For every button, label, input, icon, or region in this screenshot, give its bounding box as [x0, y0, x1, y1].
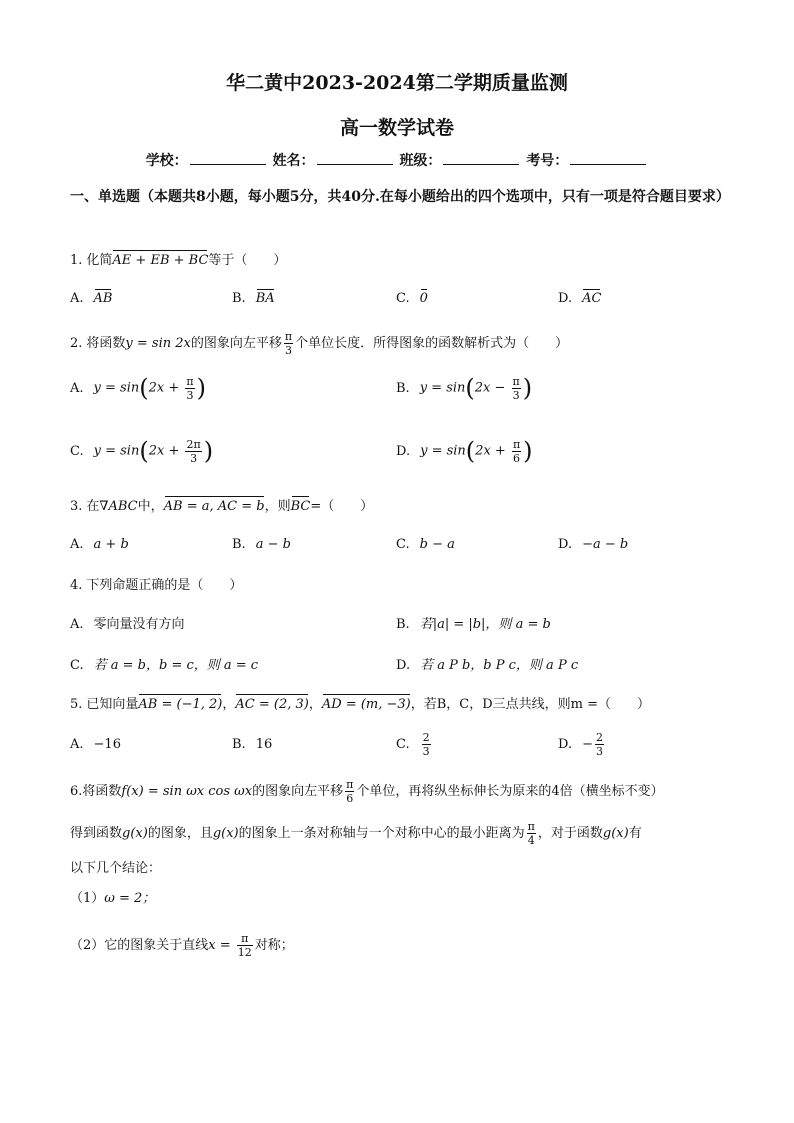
- question-4: 4. 下列命题正确的是（ ）: [70, 578, 243, 593]
- q3-option-c: C. b − a: [396, 537, 455, 552]
- question-6-conclusion-2: （2）它的图象关于直线x = $\frac{\pi}{12}$ 对称；: [70, 932, 294, 959]
- question-2-options-row1: [70, 374, 730, 402]
- class-label: 班级：: [399, 153, 442, 169]
- q2-option-d: D. y = sin(2x + $\frac{\pi}{6}$ ): [396, 437, 533, 465]
- section-heading: 一、单选题（本题共8小题，每小题5分，共40分.在每小题给出的四个选项中，只有一项是符合题目要求）: [70, 189, 730, 205]
- class-blank: [443, 152, 519, 165]
- question-6-line1: 6.将函数f(x) = sin ωx cos ωx的图象向左平移 $\frac{\pi}{6}$ 个单位，再将纵坐标伸长为原来的4倍（横坐标不变）: [70, 778, 664, 805]
- q2-function: y = sin 2x: [125, 336, 191, 351]
- q5-option-d: D. − $\frac{2}{3}$: [558, 731, 603, 758]
- q5-option-c: C. $\frac{2}{3}$: [396, 731, 430, 758]
- q4-option-c: C. 若 a = b，b = c，则 a = c: [70, 658, 259, 673]
- question-4-options-row1: [70, 613, 730, 635]
- question-1-options: [70, 291, 730, 313]
- question-2-options-row2: [70, 437, 730, 465]
- q2-shift-fraction: $\frac{\pi}{3}$: [284, 330, 293, 357]
- q3-option-b: B. a − b: [232, 537, 291, 552]
- question-2: 2. 将函数y = sin 2x的图象向左平移 $\frac{\pi}{3}$ 个单位长度．所得图象的函数解析式为（ ）: [70, 330, 569, 357]
- q1-option-d: D. AC: [558, 291, 602, 306]
- school-label: 学校：: [145, 153, 188, 169]
- question-5: 5. 已知向量AB = (−1, 2)，AC = (2, 3)，AD = (m, −3)，若B，C，D三点共线，则m =（ ）: [70, 697, 651, 712]
- question-3: 3. 在∇ABC中，AB = a, AC = b，则BC=（ ）: [70, 499, 374, 514]
- q4-option-d: D. 若 a P b，b P c，则 a P c: [396, 658, 579, 673]
- question-6-conclusion-1: （1）ω = 2；: [70, 891, 156, 906]
- q4-option-a: A. 零向量没有方向: [70, 617, 185, 632]
- question-6-line3: 以下几个结论：: [70, 861, 162, 876]
- q2-option-c: C. y = sin(2x + $\frac{2\pi}{3}$ ): [70, 437, 214, 465]
- q1-option-b: B. BA: [232, 291, 275, 306]
- name-label: 姓名：: [272, 153, 315, 169]
- exam-title: 华二黄中2023-2024第二学期质量监测: [226, 72, 568, 94]
- q3-option-a: A. a + b: [70, 537, 129, 552]
- question-3-options: [70, 537, 730, 559]
- school-blank: [190, 152, 266, 165]
- q1-option-a: A. AB: [70, 291, 113, 306]
- q5-option-b: B. 16: [232, 737, 273, 752]
- question-1: 1. 化简AE + EB + BC等于（ ）: [70, 253, 287, 268]
- exam-no-label: 考号：: [526, 153, 569, 169]
- q2-option-a: A. y = sin(2x + $\frac{\pi}{3}$ ): [70, 374, 206, 402]
- q3-option-d: D. −a − b: [558, 537, 629, 552]
- question-6-line2: 得到函数g(x)的图象，且g(x)的图象上一条对称轴与一个对称中心的最小距离为 $\frac{\pi}{4}$ ，对于函数g(x)有: [70, 820, 642, 847]
- question-4-options-row2: [70, 654, 730, 676]
- q5-option-a: A. −16: [70, 737, 121, 752]
- q1-option-c: C. 0: [396, 291, 428, 306]
- q2-option-b: B. y = sin(2x − $\frac{\pi}{3}$ ): [396, 374, 533, 402]
- exam-no-blank: [570, 152, 646, 165]
- q4-option-b: B. 若|a| = |b|，则 a = b: [396, 617, 551, 632]
- name-blank: [317, 152, 393, 165]
- exam-subtitle: 高一数学试卷: [339, 117, 454, 139]
- q3-condition: AB = a, AC = b: [163, 499, 265, 514]
- question-5-options: [70, 731, 730, 759]
- q1-expression: AE + EB + BC: [112, 253, 209, 268]
- student-info-line: [0, 150, 794, 170]
